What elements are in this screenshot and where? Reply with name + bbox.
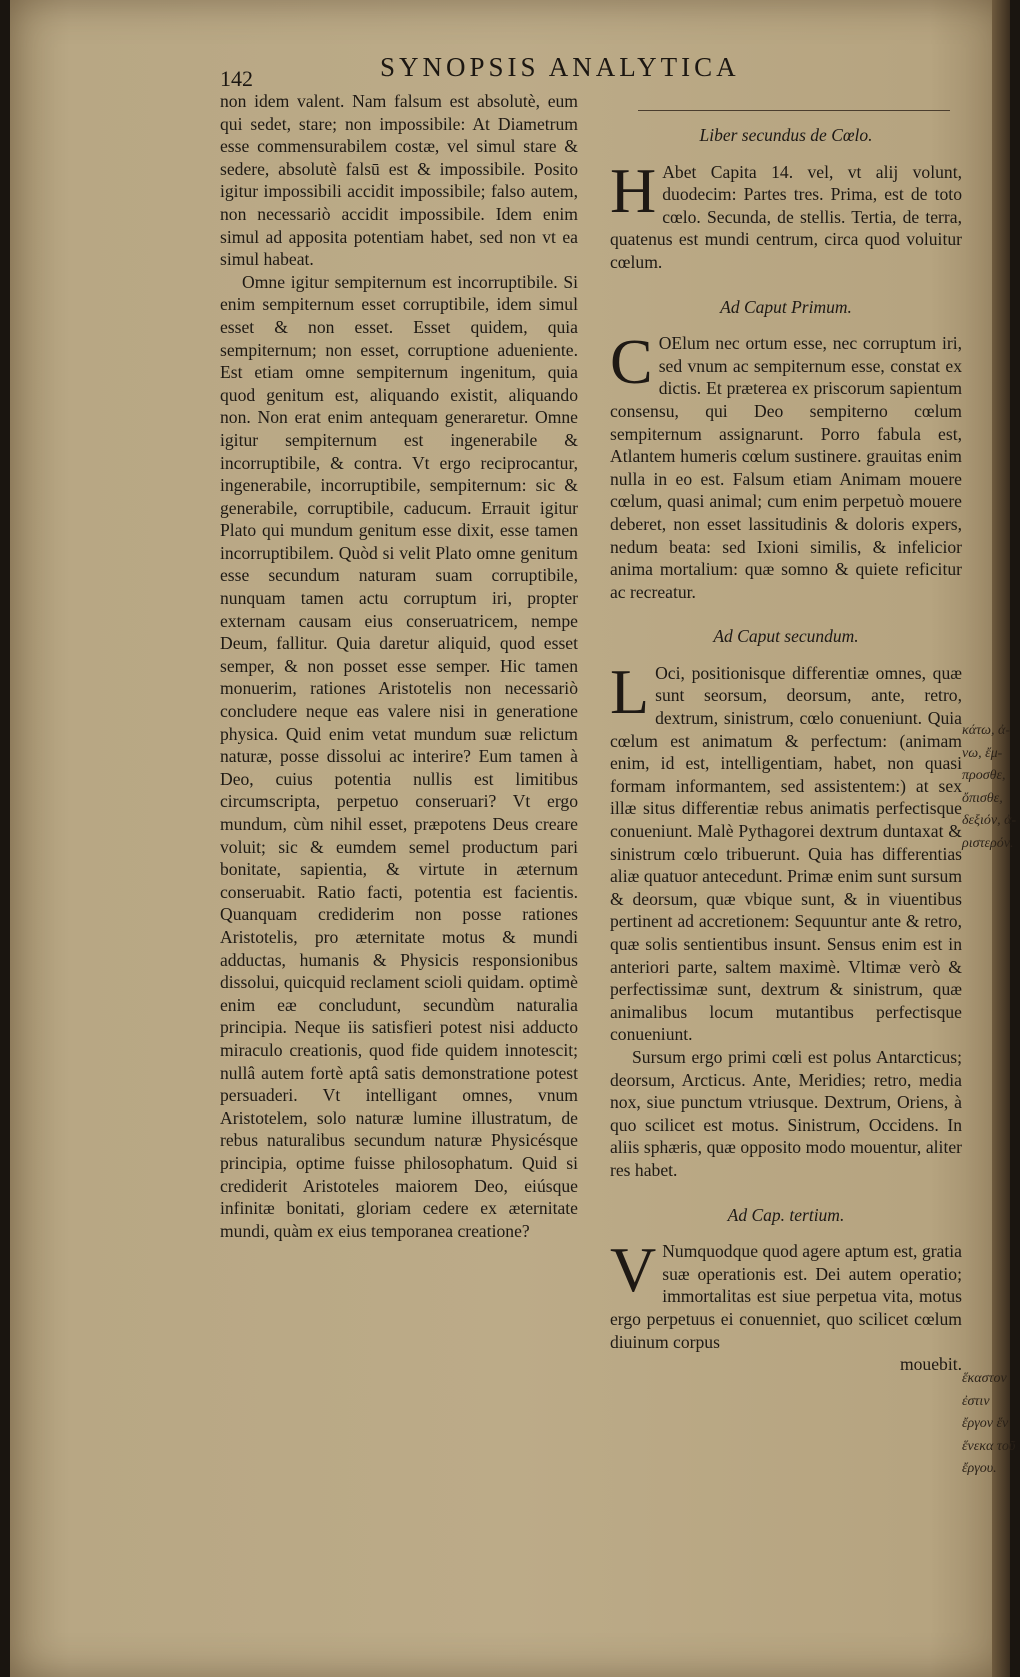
right-column: [610, 124, 962, 1376]
marginal-line: ὄπισθε,: [962, 790, 1003, 806]
page-header: [210, 52, 770, 92]
drop-initial: V: [610, 1234, 657, 1306]
section-intro-text: Abet Capita 14. vel, vt alij volunt, duodecim: Partes tres. Prima, est de toto cœlo. Secunda, de stellis. Tertia, de terra, quatenus est mundi centrum, circa quod voluitur cœlum.: [610, 161, 962, 272]
chapter-3-text: Numquodque quod agere aptum est, gratia suæ operationis est. Dei autem operatio; immortalitas est siue perpetua vita, motus ergo perpetuus ei conuenniet, quo scilicet cœlum diuinum corpus: [610, 1241, 962, 1352]
marginal-line: ἔργον ἕν: [962, 1416, 1009, 1432]
chapter-2-body: [610, 655, 962, 1046]
marginal-line: κάτω, ἀ-: [962, 723, 1010, 738]
marginal-line: νω, ἔμ-: [962, 745, 1003, 761]
header-rule: [638, 110, 950, 111]
section-intro: [610, 154, 962, 274]
book-page: [10, 0, 1017, 1677]
chapter-3-body: [610, 1234, 962, 1353]
marginal-line: ριστερόν.: [962, 835, 1014, 851]
chapter-1-text: OElum nec ortum esse, nec corruptum iri, sed vnum ac sempiternum esse, constat ex dictis. Et præterea ex priscorum sapientum consensu, qui Deo sempiterno cœlum sempiternum assignarunt. Porro fabula est, Atlantem humeris cœlum sustinere. grauitas enim nulla in eo est. Falsum etiam Animam mouere cœlum, quasi animal; cum enim perpetuò mouere deberet, non esset lassitudinis & doloris expers, nedum beata: sed Ixioni similis, & infelicior anima mortalium: quæ somno & quiete reficitur ac recreatur.: [610, 333, 962, 602]
marginal-line: δεξιόν, ἀ-: [962, 813, 1017, 829]
chapter-3-last-line: mouebit.: [899, 1354, 962, 1375]
chapter-1-heading: Ad Caput Primum.: [720, 296, 852, 317]
chapter-3-heading: Ad Cap. tertium.: [727, 1204, 845, 1225]
left-paragraph-1: non idem valent. Nam falsum est absolutè, eum qui sedet, stare; non impossibile: At Diametrum esse commensurabilem costæ, vel simul stare & sedere, absolutè falsū est & impossibile. Posito igitur impossibili accidit impossibile; falso autem, non necessariò accidit impossibile. Idem enim simul ad apposita potentiam habet, sed non vt ea simul habeat.: [220, 91, 578, 270]
marginal-line: προσθε,: [962, 768, 1006, 784]
chapter-2-text: Oci, positionisque differentiæ omnes, quæ sunt seorsum, deorsum, ante, retro, dextrum, sinistrum, cœlo conueniunt. Quia cœlum est animatum & perfectum: (animam enim, id est, intelligentiam, habet, non quasi formam informantem, sed assistentem:) at sex illæ situs differentiæ rebus animatis perfectisque conueniunt. Malè Pythagorei dextrum duntaxat & sinistrum cœlo tribuerunt. Quia has differentias aliæ quatuor antecedunt. Primæ enim sunt sursum & deorsum, quæ vbique sunt, & in viuentibus pertinent ad accretionem: Sequuntur ante & retro, quæ solis sentientibus insunt. Sensus enim est in anteriori parte, saltem maximè. Vltimæ verò & perfectissimæ sunt, dextrum & sinistrum, quæ animalibus locum mutantibus perfectisque conueniunt.: [610, 662, 962, 1045]
book-heading: Liber secundus de Cœlo.: [699, 125, 873, 145]
marginal-note-chapter-3: [962, 1368, 1020, 1481]
marginal-line: ἕκαστον: [962, 1371, 1007, 1386]
chapter-1-body: [610, 326, 962, 603]
marginal-line: ἕνεκα τοῦ: [962, 1438, 1016, 1454]
marginal-line: ἔργου.: [962, 1461, 997, 1477]
drop-initial: L: [610, 655, 650, 727]
page-number: 142: [220, 66, 253, 91]
drop-initial: C: [610, 326, 653, 398]
marginal-note-chapter-2: [962, 720, 1020, 856]
drop-initial: H: [610, 154, 657, 226]
chapter-2-text-2: Sursum ergo primi cœli est polus Antarcticus; deorsum, Arcticus. Ante, Meridies; retro, media nox, siue punctum vtriusque. Dextrum, Oriens, à quo scilicet est motus. Sinistrum, Occidens. In aliis sphæris, quæ opposito modo mouentur, aliter res habet.: [610, 1046, 962, 1180]
chapter-2-heading: Ad Caput secundum.: [713, 626, 859, 647]
marginal-line: ἐστιν: [962, 1393, 990, 1409]
left-paragraph-2: Omne igitur sempiternum est incorruptibile. Si enim sempiternum esset corruptibile, idem simul esset & non esset. Esset quidem, quia sempiternum; non esset, corruptione adueniente. Est etiam omne sempiternum ingenitum, quia quod genitum est, aliquando existit, aliquando non. Non erat enim antequam generaretur. Omne igitur sempiternum est ingenerabile & incorruptibile, & contra. Vt ergo reciprocantur, ingenerabile, incorruptibile, sempiternum: sic & generabile, corruptibile, caducum. Errauit igitur Plato qui mundum genitum esse dixit, esse tamen incorruptibilem. Quòd si velit Plato omne genitum esse secundum naturam suam corruptibile, nunquam tamen actu corruptum iri, propter externam causam eius conseruatricem, nempe Deum, fallitur. Quia daretur aliquid, quod esset semper, & non posset esse semper. Hic tamen monuerim, rationes Aristotelis non necessariò concludere neque eas valere nisi in generatione physica. Quid enim vetat mundum suæ relictum naturæ, posse dissolui ac interire? Eum tamen à Deo, cuius potentia nullis est limitibus circumscripta, perpetuo conseruari? Vt ergo mundum, cùm nihil esset, præpotens Deus creare voluit; sic & eumdem semel productum pari bonitate, sapientia, & virtute in æternum conseruabit. Ratio facti, potentia est facientis. Quanquam crediderim non posse rationes Aristotelis, pro æternitate motus & mundi adductas, humanis & Physicis responsionibus dissolui, quicquid reclament scioli quidam. optimè enim eæ concludunt, secundùm naturalia principia. Neque iis satisfieri potest nisi adducto miraculo creationis, quod fide quidem innotescit; nullâ autem fortè aptâ satis demonstratione potest persuaderi. Vt intelligant omnes, vnum Aristotelem, solo naturæ lumine illustratum, de rebus naturalibus secundum naturæ Physicésque principia, optime fuisse philosophatum. Quid si crediderit Aristoteles maiorem Deo, eiúsque infinitæ bonitati, gloriam cedere ex æternitate mundi, quàm ex eius temporanea creatione?: [220, 271, 578, 1241]
running-title: SYNOPSIS ANALYTICA: [380, 52, 740, 82]
left-column: [220, 90, 578, 1242]
